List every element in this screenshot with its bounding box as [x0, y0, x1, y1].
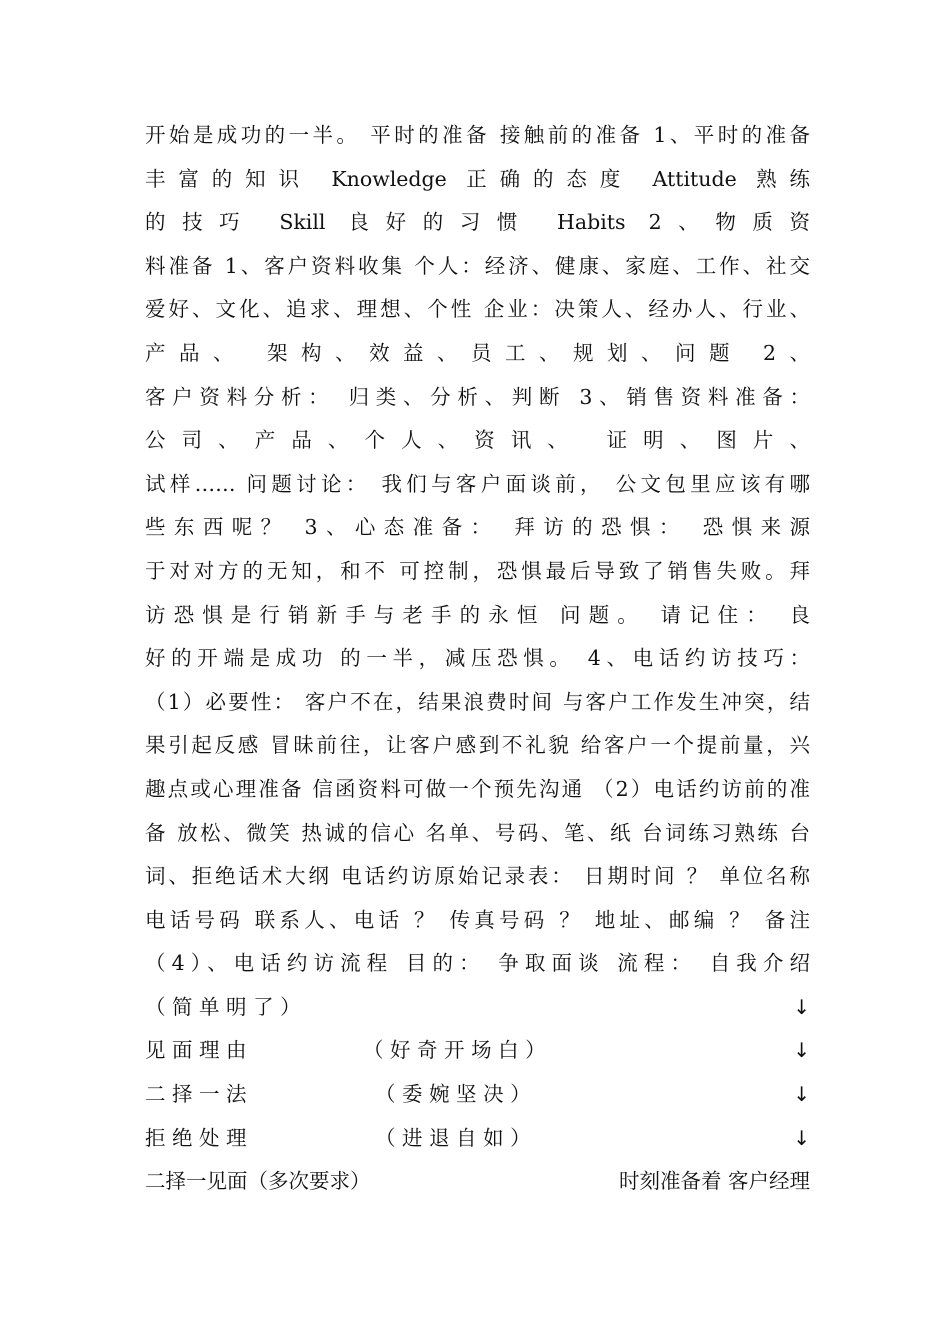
text-line: 的技巧 Skill 良好的习惯 Habits 2、物质资: [145, 210, 810, 235]
text-line: 词、拒绝话术大纲 电话约访原始记录表： 日期时间 ？ 单位名称: [145, 864, 810, 889]
down-arrow-icon: ↓: [793, 1082, 810, 1107]
closing-left-text: 二择一见面（多次要求）: [145, 1169, 371, 1194]
text-line: （4）、电话约访流程 目的： 争取面谈 流程： 自我介绍: [145, 951, 810, 976]
down-arrow-icon: ↓: [793, 1125, 810, 1150]
flow-step: [145, 1073, 810, 1117]
document-body: [145, 114, 810, 1204]
text-line: 公司、产品、个人、资讯、 证明、图片、: [145, 428, 810, 453]
down-arrow-icon: ↓: [793, 1038, 810, 1063]
text-line: 于对对方的无知，和不 可控制，恐惧最后导致了销售失败。拜: [145, 558, 810, 583]
text-line: 备 放松、微笑 热诚的信心 名单、号码、笔、纸 台词练习熟练 台: [145, 820, 810, 845]
closing-right-text: 时刻准备着 客户经理: [618, 1169, 810, 1194]
text-line: 试样…… 问题讨论： 我们与客户面谈前， 公文包里应该有哪: [145, 471, 810, 496]
text-line: 些东西呢？ 3、心态准备： 拜访的恐惧： 恐惧来源: [145, 515, 810, 540]
text-line: 爱好、文化、追求、理想、个性 企业：决策人、经办人、行业、: [145, 297, 810, 322]
flow-step-label: （ 简 单 明 了 ）: [145, 994, 301, 1019]
flow-step: [145, 1029, 810, 1073]
text-line: 开始是成功的一半。 平时的准备 接触前的准备 1、平时的准备: [145, 123, 810, 147]
flow-step-note: （ 委 婉 坚 决 ）: [375, 1082, 531, 1107]
flow-step-label: 见 面 理 由: [145, 1038, 247, 1063]
flow-step-note: （ 进 退 自 如 ）: [375, 1125, 531, 1150]
text-line: 趣点或心理准备 信函资料可做一个预先沟通 （2）电话约访前的准: [145, 776, 810, 801]
flow-step-label: 拒 绝 处 理: [145, 1125, 247, 1150]
text-line: 产品、 架构、效益、员工、规划、问题 2、: [145, 340, 810, 365]
flow-step-note: （ 好 奇 开 场 白 ）: [363, 1038, 546, 1063]
flow-step: [145, 986, 810, 1030]
text-line: 电话号码 联系人、电话 ？ 传真号码 ？ 地址、邮编 ？ 备注: [145, 907, 810, 932]
flow-step-label: 二 择 一 法: [145, 1082, 247, 1107]
text-line: 好的开端是成功 的一半，减压恐惧。 4、电话约访技巧：: [145, 646, 810, 671]
text-line: （1）必要性： 客户不在，结果浪费时间 与客户工作发生冲突，结: [145, 689, 810, 714]
text-line: 果引起反感 冒昧前往，让客户感到不礼貌 给客户一个提前量，兴: [145, 733, 810, 758]
text-line: 料准备 1、客户资料收集 个人：经济、健康、家庭、工作、社交: [145, 253, 810, 278]
text-line: 访恐惧是行销新手与老手的永恒 问题。 请记住： 良: [145, 602, 810, 627]
closing-line: [145, 1160, 810, 1204]
flow-step: [145, 1117, 810, 1161]
down-arrow-icon: ↓: [793, 994, 810, 1019]
text-line: 客户资料分析： 归类、分析、判断 3、销售资料准备：: [145, 384, 810, 409]
text-line: 丰富的知识 Knowledge 正确的态度 Attitude 熟练: [145, 166, 810, 191]
